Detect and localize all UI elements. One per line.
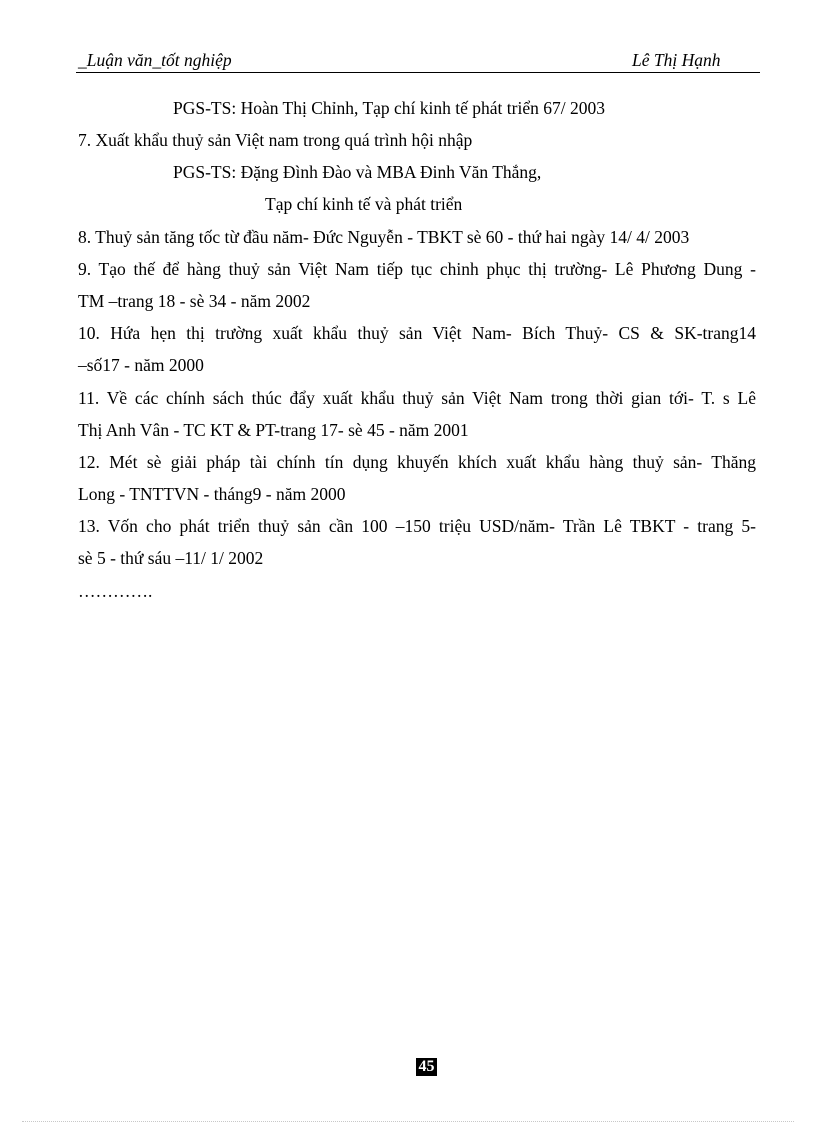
reference-line: Thị Anh Vân - TC KT & PT-trang 17- sè 45 - năm 2001 [78,420,469,440]
reference-line: TM –trang 18 - sè 34 - năm 2002 [78,291,311,311]
reference-item-13: 13. Vốn cho phát triển thuỷ sản cần 100 –150 triệu USD/năm- Trần Lê TBKT - trang 5- [78,516,756,536]
header-author-name: Lê Thị Hạnh [632,50,721,70]
reference-line: Tạp chí kinh tế và phát triển [265,194,463,214]
reference-line: Long - TNTTVN - tháng9 - năm 2000 [78,484,346,504]
ellipsis-line: …………. [78,581,153,601]
reference-line: –số17 - năm 2000 [78,355,204,375]
page-bottom-divider [22,1121,794,1122]
header-thesis-label: _Luận văn_tốt nghiệp [78,50,232,70]
reference-line: PGS-TS: Đặng Đình Đào và MBA Đinh Văn Thắng, [173,162,542,182]
page-header [76,48,760,73]
reference-item-11: 11. Về các chính sách thúc đẩy xuất khẩu thuỷ sản Việt Nam trong thời gian tới- T. s Lê [78,388,756,408]
reference-line: PGS-TS: Hoàn Thị Chỉnh, Tạp chí kinh tế phát triển 67/ 2003 [173,98,605,118]
page-number: 45 [416,1058,437,1076]
reference-item-10: 10. Hứa hẹn thị trường xuất khẩu thuỷ sản Việt Nam- Bích Thuỷ- CS & SK-trang14 [78,323,756,343]
reference-item-7: 7. Xuất khẩu thuỷ sản Việt nam trong quá trình hội nhập [78,130,473,150]
reference-item-8: 8. Thuỷ sản tăng tốc từ đầu năm- Đức Nguyễn - TBKT sè 60 - thứ hai ngày 14/ 4/ 2003 [78,227,690,247]
reference-item-12: 12. Mét sè giải pháp tài chính tín dụng khuyến khích xuất khẩu hàng thuỷ sản- Thăng [78,452,756,472]
reference-line: sè 5 - thứ sáu –11/ 1/ 2002 [78,548,264,568]
reference-item-9: 9. Tạo thế để hàng thuỷ sản Việt Nam tiếp tục chinh phục thị trường- Lê Phương Dung - [78,259,756,279]
